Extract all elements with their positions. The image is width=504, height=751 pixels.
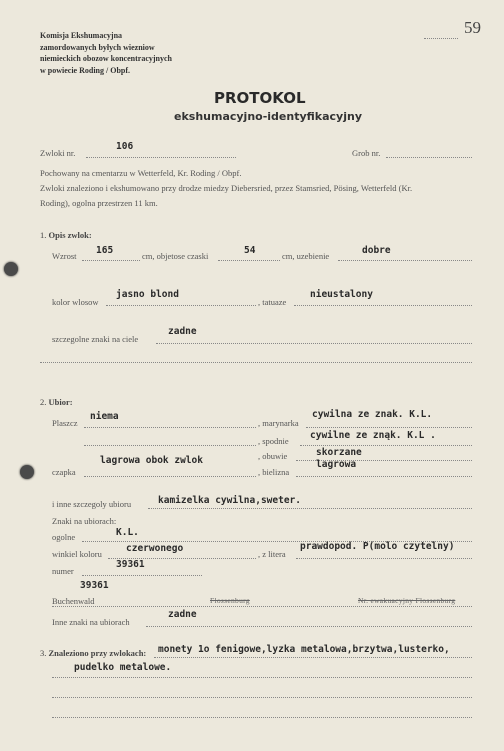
uzebienie-line	[338, 260, 472, 261]
kolor-label: kolor wlosow	[52, 297, 99, 307]
czaszka-value: 54	[244, 245, 256, 256]
intro-line-3: Roding), ogolna przestrzen 11 km.	[40, 198, 158, 208]
plaszcz-line	[84, 427, 256, 428]
buchenwald-label: Buchenwald	[52, 596, 95, 606]
czapka-label: czapka	[52, 467, 76, 477]
znaki-ciele-label: szczegolne znaki na ciele	[52, 334, 139, 344]
obuwie-label: , obuwie	[258, 451, 288, 461]
litera-value: prawdopod. P(molo czytelny)	[300, 541, 455, 552]
grob-line	[386, 157, 472, 158]
plaszcz-extra-line	[84, 445, 256, 446]
org-line: Komisja Ekshumacyjna	[40, 31, 123, 40]
section-3-line-3	[52, 697, 472, 698]
section-2-number: 2.	[40, 397, 47, 407]
zwloki-line	[86, 157, 236, 158]
tatuaze-line	[294, 305, 472, 306]
czapka-line	[84, 476, 256, 477]
section-3-heading	[40, 648, 146, 658]
punch-hole-top	[4, 262, 18, 276]
ogolne-label: ogolne	[52, 532, 76, 542]
section-3-number: 3.	[40, 648, 47, 658]
section-1-title: Opis zwlok:	[48, 230, 92, 240]
spodnie-value: cywilne ze znąk. K.L .	[310, 430, 436, 441]
buchenwald-value: 39361	[80, 580, 109, 591]
inne-znaki-value: zadne	[168, 609, 197, 620]
section-3-line-4	[52, 717, 472, 718]
section-1-number: 1.	[40, 230, 47, 240]
kolor-value: jasno blond	[116, 289, 179, 300]
litera-label: , z litera	[258, 549, 286, 559]
bielizna-label: , bielizna	[258, 467, 290, 477]
marynarka-label: , marynarka	[258, 418, 299, 428]
spodnie-line	[300, 445, 472, 446]
tatuaze-value: nieustalony	[310, 289, 373, 300]
section-1-extra-line	[40, 362, 472, 363]
bielizna-line	[296, 476, 472, 477]
spodnie-label: , spodnie	[258, 436, 289, 446]
tatuaze-label: , tatuaze	[258, 297, 287, 307]
wzrost-value: 165	[96, 245, 114, 256]
czaszka-label: cm, objetose czaski	[142, 251, 209, 261]
org-line: niemieckich obozow koncentracyjnych	[40, 54, 172, 63]
document-subtitle: ekshumacyjno-identyfikacyjny	[174, 110, 363, 123]
intro-line-1: Pochowany na cmentarzu w Wetterfeld, Kr. Roding / Obpf.	[40, 168, 242, 178]
section-3-value-line-1: monety 1o fenigowe,lyzka metalowa,brzytwa,lusterko,	[158, 644, 450, 655]
flossenburg-struck-label: Flossenburg	[210, 596, 250, 605]
bielizna-value: lagrowa	[316, 459, 357, 470]
org-line: w powiecie Roding / Obpf.	[40, 65, 131, 75]
intro-line-2: Zwloki znaleziono i ekshumowano przy drodze miedzy Diebersried, przez Stamsried, Pösing, Wetterfeld (Kr.	[40, 183, 413, 193]
winkiel-label: winkiel koloru	[52, 549, 102, 559]
section-2-title: Ubior:	[48, 397, 73, 407]
zwloki-value: 106	[116, 141, 134, 152]
znaki-ubiorach-label: Znaki na ubiorach:	[52, 516, 117, 526]
section-1-heading	[40, 230, 92, 240]
grob-label: Grob nr.	[352, 148, 381, 158]
czaszka-line	[218, 260, 280, 261]
inne-znaki-label: Inne znaki na ubiorach	[52, 617, 130, 627]
zwloki-label: Zwloki nr.	[40, 148, 76, 158]
inne-szczegoly-value: kamizelka cywilna,sweter.	[158, 495, 301, 506]
organization-header	[40, 30, 172, 76]
inne-szczegoly-line	[148, 508, 472, 509]
section-2-heading	[40, 397, 73, 407]
buchenwald-line	[52, 606, 472, 607]
page-number-dash	[424, 38, 458, 39]
inne-znaki-line	[146, 626, 472, 627]
org-line: zamordowanych byłych wiezniow	[40, 42, 155, 52]
section-3-value-line-2: pudelko metalowe.	[74, 662, 172, 673]
znaki-ciele-value: zadne	[168, 326, 197, 337]
wzrost-line	[82, 260, 140, 261]
winkiel-value: czerwonego	[126, 543, 184, 554]
page-number: 59	[464, 18, 481, 37]
uzebienie-value: dobre	[362, 245, 391, 256]
kolor-line	[106, 305, 256, 306]
punch-hole-bottom	[20, 465, 34, 479]
section-3-line-2	[52, 677, 472, 678]
section-3-title: Znaleziono przy zwlokach:	[48, 648, 147, 658]
numer-value: 39361	[116, 559, 145, 570]
document-title: PROTOKOL	[214, 89, 306, 107]
litera-line	[296, 558, 472, 559]
obuwie-value: skorzane	[316, 447, 362, 458]
inne-szczegoly-label: i inne szczegoly ubioru	[52, 499, 132, 509]
ewakuacyjny-struck-label: Nr. ewakuacyjny Flossenburg	[358, 596, 456, 605]
plaszcz-label: Plaszcz	[52, 418, 78, 428]
numer-line	[82, 575, 202, 576]
marynarka-line	[306, 427, 472, 428]
znaki-ciele-line	[156, 343, 472, 344]
wzrost-label: Wzrost	[52, 251, 77, 261]
ogolne-value: K.L.	[116, 527, 139, 538]
marynarka-value: cywilna ze znak. K.L.	[312, 409, 433, 420]
plaszcz-value: niema	[90, 411, 119, 422]
section-3-line-1	[154, 657, 472, 658]
czapka-value: lagrowa obok zwlok	[100, 455, 203, 466]
uzebienie-label: cm, uzebienie	[282, 251, 330, 261]
numer-label: numer	[52, 566, 74, 576]
